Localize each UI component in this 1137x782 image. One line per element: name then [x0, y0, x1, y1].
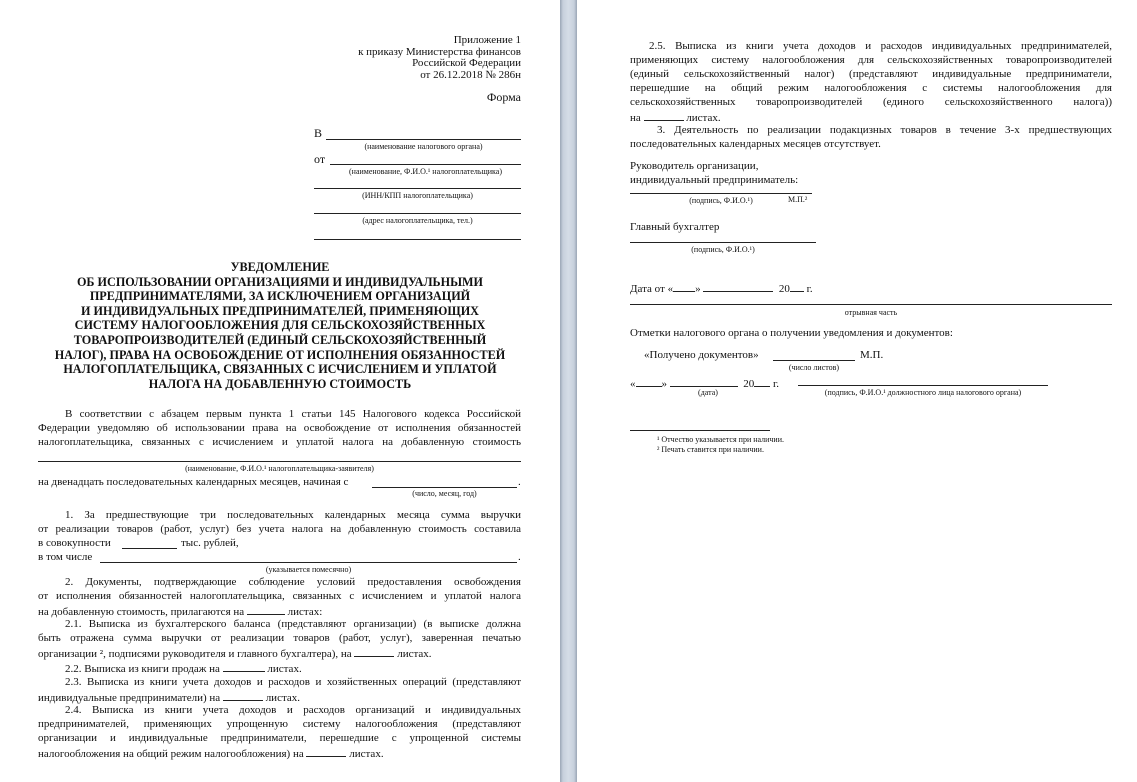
applicant-field[interactable] — [38, 461, 521, 462]
p25-sheets-field[interactable] — [644, 110, 684, 121]
tear-off-caption: отрывная часть — [844, 308, 898, 317]
p25-line-5: сельскохозяйственных товаропроизводителей (единого сельскохозяйственного налога)) — [630, 96, 1112, 108]
tax-stamp-label: М.П. — [860, 349, 884, 361]
title-line: НАЛОГ), ПРАВА НА ОСВОБОЖДЕНИЕ ОТ ИСПОЛНЕНИЯ ОБЯЗАННОСТЕЙ — [54, 347, 506, 362]
title-line: ПРЕДПРИНИМАТЕЛЯМИ, ЗА ИСКЛЮЧЕНИЕМ ОРГАНИЗАЦИЙ — [89, 289, 471, 304]
p24-line-2: предпринимателей, применяющих упрощенную систему налогообложения (представляют — [38, 718, 521, 730]
received-sheets-field[interactable] — [773, 360, 855, 361]
address-caption: (адрес налогоплательщика, тел.) — [362, 216, 473, 225]
received-label: «Получено документов» — [644, 349, 759, 361]
taxpayer-name-caption: (наименование, Ф.И.О.¹ налогоплательщика) — [349, 167, 502, 176]
inn-kpp-caption: (ИНН/КПП налогоплательщика) — [362, 191, 473, 200]
p22-line: 2.2. Выписка из книги продаж на листах. — [65, 663, 302, 675]
p25-line-2: применяющих систему налогообложения для сельскохозяйственных товаропроизводителей — [630, 54, 1112, 66]
monthly-revenue-field[interactable] — [100, 562, 517, 563]
accountant-caption: (подпись, Ф.И.О.¹) — [691, 245, 755, 254]
p24-line-4: налогообложения на общий режим налогообложения) на листах. — [38, 748, 384, 760]
applicant-caption: (наименование, Ф.И.О.¹ налогоплательщика-заявителя) — [185, 464, 374, 473]
title-line: СИСТЕМУ НАЛОГООБЛОЖЕНИЯ ДЛЯ СЕЛЬСКОХОЗЯЙСТВЕННЫХ — [74, 318, 486, 333]
title-line: НАЛОГА НА ДОБАВЛЕННУЮ СТОИМОСТЬ — [148, 376, 412, 391]
p22-sheets-field[interactable] — [223, 661, 265, 672]
title-line: НАЛОГОПЛАТЕЛЬЩИКА, СВЯЗАННЫХ С ИСЧИСЛЕНИЕМ И УПЛАТОЙ — [63, 362, 497, 377]
head-signature-field[interactable] — [630, 193, 812, 194]
address-field[interactable] — [314, 213, 521, 214]
address-field-line-2[interactable] — [314, 239, 521, 240]
title-line: И ИНДИВИДУАЛЬНЫХ ПРЕДПРИНИМАТЕЛЕЙ, ПРИМЕНЯЮЩИХ — [81, 303, 479, 318]
tax-date-month-field[interactable] — [670, 376, 738, 387]
monthly-caption: (указывается помесячно) — [265, 565, 352, 574]
p24-line-3: организации и индивидуальные предприниматели, перешедшие с упрощенной системы — [38, 732, 521, 744]
p1-total-prefix: в совокупности — [38, 537, 111, 549]
date-year-field[interactable] — [790, 281, 804, 292]
p25-line-4: перешедшие на общий режим налогообложения с системы налогообложения для — [630, 82, 1112, 94]
from-prefix: от — [314, 152, 326, 166]
page-gap — [560, 0, 577, 782]
p2-line-1: 2. Документы, подтверждающие соблюдение условий предоставления освобождения — [65, 576, 521, 588]
title-line: ОБ ИСПОЛЬЗОВАНИИ ОРГАНИЗАЦИЯМИ И ИНДИВИДУАЛЬНЫМИ — [76, 274, 484, 289]
p21-line-3: организации ², подписями руководителя и главного бухгалтера), на листах. — [38, 648, 432, 660]
title-line: ТОВАРОПРОИЗВОДИТЕЛЕЙ (ЕДИНЫЙ СЕЛЬСКОХОЗЯЙСТВЕННЫЙ — [73, 332, 487, 347]
tax-date-day-field[interactable] — [636, 376, 662, 387]
appendix-line-4: от 26.12.2018 № 286н — [420, 69, 521, 81]
p24-line-1: 2.4. Выписка из книги учета доходов и расходов организаций и индивидуальных — [65, 704, 521, 716]
document-page-1: Приложение 1 к приказу Министерства финансов Российской Федерации от 26.12.2018 № 286н Форма В (наименование налогового органа) от (наименование, Ф.И.О.¹ налогоплательщика) (ИНН/КПП налогоплательщика) (адрес налогоплательщика, тел.) УВЕДОМЛЕНИЕ ОБ ИСПОЛЬЗОВАНИИ ОРГАНИЗАЦИЯМИ И ИНДИВИДУАЛЬНЫМИ ПРЕДПРИНИМАТЕЛЯМИ, ЗА ИСКЛЮЧЕНИЕМ ОРГАНИЗАЦИЙ И ИНДИВИДУАЛЬНЫХ ПРЕДПРИНИМАТЕЛЕЙ, ПРИМЕНЯЮЩИХ СИСТЕМУ НАЛОГООБЛОЖЕНИЯ ДЛЯ СЕЛЬСКОХОЗЯЙСТВЕННЫХ ТОВАРОПРОИЗВОДИТЕЛЕЙ (ЕДИНЫЙ СЕЛЬСКОХОЗЯЙСТВЕННЫЙ НАЛОГ), ПРАВА НА ОСВОБОЖДЕНИЕ ОТ ИСПОЛНЕНИЯ ОБЯЗАННОСТЕЙ НАЛОГОПЛАТЕЛЬЩИКА, СВЯЗАННЫХ С ИСЧИСЛЕНИЕМ И УПЛАТОЙ НАЛОГА НА ДОБАВЛЕННУЮ СТОИМОСТЬ В соответствии с абзацем первым пункта 1 статьи 145 Налогового кодекса Российской Федерации уведомляю об использовании права на освобождение от исполнения обязанностей налогоплательщика, связанных с исчислением и уплатой налога на добавленную стоимость (наименование, Ф.И.О.¹ налогоплательщика-заявителя) на двенадцать последовательных календарных месяцев, начиная с . (число, месяц, год) 1. За предшествующие три последовательных календарных месяца сумма выручки от реализации товаров (работ, услуг) без учета налога на добавленную стоимость составила в совокупности тыс. рублей, в том числе . (указывается помесячно) 2. Документы, подтверждающие соблюдение условий предоставления освобождения от исполнения обязанностей налогоплательщика, связанных с исчислением и уплатой налога на добавленную стоимость, прилагаются на листах: 2.1. Выписка из бухгалтерского баланса (представляют организации) (в выписке должна быть отражена сумма выручки от реализации товаров (работ, услуг), заверенная печатью организации ², подписями руководителя и главного бухгалтера), на листах. 2.2. Выписка из книги продаж на листах. 2.3. Выписка из книги учета доходов и расходов и хозяйственных операций (представляют индивидуальные предприниматели) на листах. 2.4. Выписка из книги учета доходов и расходов организаций и индивидуальных предпринимателей, применяющих упрощенную систему налогообложения (представляют организации и индивидуальные предприниматели, перешедшие с упрощенной системы налогообложения на общий режим налогообложения) на листах. — [0, 0, 560, 782]
p3-line-2: последовательных календарных месяцев отсутствует. — [630, 138, 881, 150]
intro-line-3: налогоплательщика, связанных с исчислением и уплатой налога на добавленную стоимость — [38, 436, 521, 448]
appendix-line-1: Приложение 1 — [453, 34, 521, 46]
title-line: УВЕДОМЛЕНИЕ — [230, 260, 330, 274]
tax-date-caption: (дата) — [698, 388, 718, 397]
revenue-total-field[interactable] — [122, 548, 177, 549]
taxpayer-name-field[interactable] — [330, 164, 521, 165]
p2-sheets-field[interactable] — [247, 604, 285, 615]
appendix-line-3: Российской Федерации — [412, 57, 521, 69]
official-caption: (подпись, Ф.И.О.¹ должностного лица налогового органа) — [824, 388, 1022, 397]
document-page-2 — [577, 0, 1137, 782]
p21-line-1: 2.1. Выписка из бухгалтерского баланса (представляют организации) (в выписке должна — [65, 618, 521, 630]
intro-line-2: Федерации уведомляю об использовании права на освобождение от исполнения обязанностей — [38, 422, 521, 434]
footnote-1: ¹ Отчество указывается при наличии. — [657, 435, 784, 444]
tax-date-row: « » 20 г. — [630, 378, 780, 390]
tax-authority-caption: (наименование налогового органа) — [364, 142, 483, 151]
tax-marks-title: Отметки налогового органа о получении уведомления и документов: — [630, 327, 953, 339]
tax-date-year-field[interactable] — [754, 376, 770, 387]
p1-total-suffix: тыс. рублей, — [181, 537, 239, 549]
start-date-caption: (число, месяц, год) — [412, 489, 477, 498]
form-label: Форма — [486, 90, 521, 104]
p25-line-3: (единый сельскохозяйственный налог) (представляют индивидуальные предприниматели, — [630, 68, 1112, 80]
p21-line-2: быть отражена сумма выручки от реализации товаров (работ, услуг), заверенная печатью — [38, 632, 521, 644]
p24-sheets-field[interactable] — [306, 746, 346, 757]
p23-sheets-field[interactable] — [223, 690, 263, 701]
inn-kpp-field[interactable] — [314, 188, 521, 189]
accountant-label: Главный бухгалтер — [630, 221, 720, 233]
appendix-line-2: к приказу Министерства финансов — [358, 46, 521, 58]
tear-off-line — [630, 304, 1112, 305]
p1-line-2: от реализации товаров (работ, услуг) без учета налога на добавленную стоимость составила — [38, 523, 521, 535]
official-signature-field[interactable] — [798, 385, 1048, 386]
document-title — [40, 260, 520, 391]
p25-line-1: 2.5. Выписка из книги учета доходов и расходов индивидуальных предпринимателей, — [649, 40, 1112, 52]
date-row: Дата от « » 20 г. — [630, 283, 813, 295]
footnote-separator — [630, 430, 770, 431]
p2-line-3: на добавленную стоимость, прилагаются на листах: — [38, 606, 323, 618]
p23-line-1: 2.3. Выписка из книги учета доходов и расходов и хозяйственных операций (представляют — [65, 676, 521, 688]
p3-line-1: 3. Деятельность по реализации подакцизных товаров в течение 3-х предшествующих — [657, 124, 1112, 136]
p2-line-2: от исполнения обязанностей налогоплательщика, связанных с исчислением и уплатой налога — [38, 590, 521, 602]
tax-authority-field[interactable] — [326, 139, 521, 140]
head-signature-caption: (подпись, Ф.И.О.¹) — [689, 196, 753, 205]
start-date-field[interactable] — [372, 487, 517, 488]
date-month-field[interactable] — [703, 281, 773, 292]
head-label-line-1: Руководитель организации, — [630, 160, 759, 172]
p1-including: в том числе — [38, 551, 93, 563]
p21-sheets-field[interactable] — [354, 646, 394, 657]
date-day-field[interactable] — [673, 281, 695, 292]
received-sheets-caption: (число листов) — [788, 363, 840, 372]
to-prefix: В — [314, 126, 323, 140]
p23-line-2: индивидуальные предприниматели) на листах. — [38, 692, 301, 704]
p25-line-6: на листах. — [630, 112, 721, 124]
footnote-2: ² Печать ставится при наличии. — [657, 445, 764, 454]
period-text: на двенадцать последовательных календарных месяцев, начиная с — [38, 476, 349, 488]
head-stamp-label: М.П.² — [788, 195, 808, 204]
accountant-signature-field[interactable] — [630, 242, 816, 243]
p1-line-1: 1. За предшествующие три последовательных календарных месяца сумма выручки — [65, 509, 521, 521]
intro-line-1: В соответствии с абзацем первым пункта 1 статьи 145 Налогового кодекса Российской — [65, 408, 521, 420]
head-label-line-2: индивидуальный предприниматель: — [630, 174, 799, 186]
